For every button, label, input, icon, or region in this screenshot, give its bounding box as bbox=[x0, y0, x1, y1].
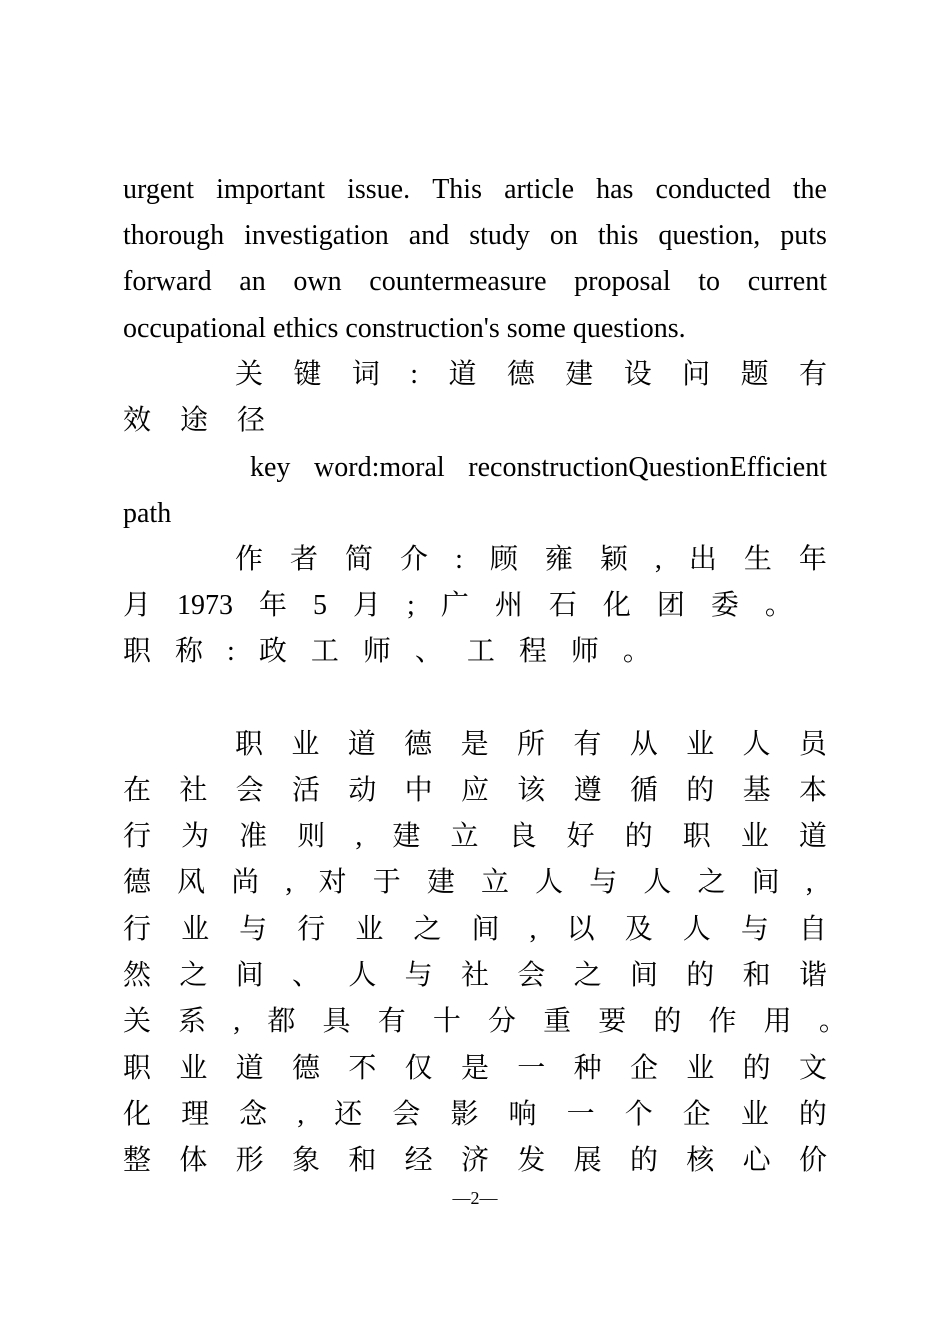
text-token: 仅 bbox=[404, 1053, 433, 1084]
text-token: , bbox=[654, 544, 662, 575]
text-token: 应 bbox=[460, 775, 489, 806]
text-token: 形 bbox=[235, 1145, 264, 1176]
text-token: 简 bbox=[345, 544, 374, 575]
text-token: 顾 bbox=[489, 544, 518, 575]
text-token: 中 bbox=[404, 775, 433, 806]
text-token: 建 bbox=[392, 821, 421, 852]
text-token: has bbox=[596, 174, 634, 205]
text-token: 的 bbox=[624, 821, 653, 852]
body-line-3 bbox=[123, 814, 827, 860]
text-token: 化 bbox=[123, 1099, 152, 1130]
text-token: 人 bbox=[742, 729, 771, 760]
text-token: 5 bbox=[313, 590, 328, 621]
body-line-8 bbox=[123, 1046, 827, 1092]
text-token: 会 bbox=[517, 960, 546, 991]
text-token: 济 bbox=[460, 1145, 489, 1176]
text-token: 程 bbox=[518, 636, 547, 667]
text-token: 理 bbox=[181, 1099, 210, 1130]
text-token: conducted bbox=[655, 174, 771, 205]
text-token: on bbox=[549, 220, 578, 251]
text-token: 基 bbox=[742, 775, 771, 806]
text-token: 行 bbox=[123, 914, 152, 945]
text-token: 影 bbox=[450, 1099, 479, 1130]
text-token: 广 bbox=[440, 590, 469, 621]
body-line-4 bbox=[123, 860, 813, 906]
text-token: 。 bbox=[622, 636, 651, 667]
text-token: 职 bbox=[123, 1053, 152, 1084]
text-token: 问 bbox=[682, 359, 711, 390]
text-token: 有 bbox=[798, 359, 827, 390]
author-line-1 bbox=[235, 537, 827, 583]
text-token: 是 bbox=[460, 1053, 489, 1084]
text-token: 风 bbox=[177, 867, 206, 898]
text-token: article bbox=[504, 174, 575, 205]
text-token: 关 bbox=[123, 1006, 152, 1037]
text-token: 业 bbox=[179, 1053, 208, 1084]
text-token: 的 bbox=[686, 775, 715, 806]
body-line-9 bbox=[123, 1092, 827, 1138]
text-token: 间 bbox=[751, 867, 780, 898]
text-token: 设 bbox=[623, 359, 652, 390]
text-token: 在 bbox=[123, 775, 152, 806]
text-token: 于 bbox=[372, 867, 401, 898]
text-token: 业 bbox=[355, 914, 384, 945]
text-token: 企 bbox=[629, 1053, 658, 1084]
text-token: 会 bbox=[392, 1099, 421, 1130]
text-token: 年 bbox=[798, 544, 827, 575]
text-token: 社 bbox=[179, 775, 208, 806]
text-token: countermeasure bbox=[369, 266, 547, 297]
text-token: 介 bbox=[400, 544, 429, 575]
text-token: 行 bbox=[297, 914, 326, 945]
text-token: 会 bbox=[235, 775, 264, 806]
text-token: 对 bbox=[318, 867, 347, 898]
text-token: 人 bbox=[643, 867, 672, 898]
text-token: 都 bbox=[267, 1006, 296, 1037]
keywords-en-line-2: path bbox=[123, 498, 172, 529]
text-token: 、 bbox=[291, 960, 320, 991]
text-token: 之 bbox=[179, 960, 208, 991]
text-token: 响 bbox=[508, 1099, 537, 1130]
text-token: 与 bbox=[589, 867, 618, 898]
abstract-en-line-3 bbox=[123, 259, 827, 305]
text-token: 之 bbox=[573, 960, 602, 991]
text-token: 有 bbox=[573, 729, 602, 760]
text-token: and bbox=[408, 220, 450, 251]
text-token: 发 bbox=[517, 1145, 546, 1176]
text-token: 活 bbox=[291, 775, 320, 806]
text-token: 称 bbox=[175, 636, 204, 667]
text-token: 作 bbox=[235, 544, 264, 575]
text-token: 的 bbox=[653, 1006, 682, 1037]
text-token: 、 bbox=[414, 636, 443, 667]
text-token: : bbox=[227, 636, 235, 667]
text-token: 德 bbox=[404, 729, 433, 760]
text-token: 师 bbox=[570, 636, 599, 667]
text-token: : bbox=[410, 359, 419, 390]
text-token: urgent bbox=[123, 174, 195, 205]
text-token: current bbox=[747, 266, 827, 297]
author-line-3 bbox=[123, 629, 651, 675]
text-token: 和 bbox=[742, 960, 771, 991]
body-line-5 bbox=[123, 907, 827, 953]
text-token: issue. bbox=[347, 174, 411, 205]
text-token: , bbox=[355, 821, 363, 852]
text-token: 不 bbox=[348, 1053, 377, 1084]
text-token: 则 bbox=[297, 821, 326, 852]
text-token: 用 bbox=[763, 1006, 792, 1037]
text-token: , bbox=[233, 1006, 241, 1037]
text-token: 良 bbox=[508, 821, 537, 852]
text-token: 工 bbox=[310, 636, 339, 667]
text-token: 的 bbox=[686, 960, 715, 991]
text-token: this bbox=[597, 220, 639, 251]
text-token: 经 bbox=[404, 1145, 433, 1176]
text-token: 月 bbox=[123, 590, 152, 621]
text-token: 间 bbox=[471, 914, 500, 945]
text-token: : bbox=[455, 544, 463, 575]
page-number: —2— bbox=[452, 1188, 498, 1208]
text-token: to bbox=[698, 266, 721, 297]
text-token: This bbox=[432, 174, 482, 205]
text-token: 尚 bbox=[231, 867, 260, 898]
keywords-en-line-1 bbox=[250, 445, 827, 491]
text-token: 从 bbox=[629, 729, 658, 760]
text-token: 1973 bbox=[177, 590, 234, 621]
text-token: 十 bbox=[432, 1006, 461, 1037]
text-token: 德 bbox=[291, 1053, 320, 1084]
body-line-7 bbox=[123, 999, 847, 1045]
abstract-en-line-2 bbox=[123, 213, 827, 259]
text-token: 道 bbox=[448, 359, 477, 390]
text-token: 行 bbox=[123, 821, 152, 852]
body-line-10 bbox=[123, 1138, 827, 1184]
text-token: word:moral bbox=[314, 452, 445, 483]
text-token: 系 bbox=[178, 1006, 207, 1037]
text-token: 业 bbox=[291, 729, 320, 760]
text-token: 道 bbox=[347, 729, 376, 760]
text-token: 展 bbox=[573, 1145, 602, 1176]
text-token: 立 bbox=[480, 867, 509, 898]
text-token: 团 bbox=[656, 590, 685, 621]
text-token: 体 bbox=[179, 1145, 208, 1176]
text-token: 种 bbox=[573, 1053, 602, 1084]
text-token: 有 bbox=[377, 1006, 406, 1037]
text-token: 人 bbox=[682, 914, 711, 945]
text-token: 企 bbox=[682, 1099, 711, 1130]
text-token: question, bbox=[658, 220, 761, 251]
text-token: 业 bbox=[686, 729, 715, 760]
text-token: , bbox=[297, 1099, 305, 1130]
text-token: 社 bbox=[460, 960, 489, 991]
text-token: 心 bbox=[742, 1145, 771, 1176]
text-token: 师 bbox=[362, 636, 391, 667]
text-token: study bbox=[469, 220, 530, 251]
text-token: 者 bbox=[290, 544, 319, 575]
text-token: 题 bbox=[740, 359, 769, 390]
text-token: 雍 bbox=[544, 544, 573, 575]
text-token: 道 bbox=[235, 1053, 264, 1084]
text-token: 与 bbox=[740, 914, 769, 945]
text-token: , bbox=[285, 867, 293, 898]
text-token: 文 bbox=[798, 1053, 827, 1084]
text-token: the bbox=[792, 174, 827, 205]
text-token: 道 bbox=[798, 821, 827, 852]
text-token: 然 bbox=[123, 960, 152, 991]
text-token: investigation bbox=[244, 220, 389, 251]
text-token: 键 bbox=[293, 359, 322, 390]
text-token: 业 bbox=[181, 914, 210, 945]
text-token: 间 bbox=[235, 960, 264, 991]
text-token: 委 bbox=[710, 590, 739, 621]
text-token: 及 bbox=[624, 914, 653, 945]
text-token: 一 bbox=[517, 1053, 546, 1084]
text-token: 德 bbox=[123, 867, 152, 898]
text-token: 业 bbox=[740, 1099, 769, 1130]
text-token: 径 bbox=[236, 405, 265, 436]
text-token: 作 bbox=[708, 1006, 737, 1037]
text-token: 具 bbox=[322, 1006, 351, 1037]
text-token: , bbox=[805, 867, 813, 898]
text-token: 化 bbox=[602, 590, 631, 621]
text-token: 准 bbox=[239, 821, 268, 852]
text-token: 该 bbox=[517, 775, 546, 806]
text-token: 个 bbox=[624, 1099, 653, 1130]
text-token: 所 bbox=[516, 729, 545, 760]
text-token: 的 bbox=[798, 1099, 827, 1130]
text-token: 谐 bbox=[798, 960, 827, 991]
text-token: 职 bbox=[682, 821, 711, 852]
body-line-2 bbox=[123, 768, 827, 814]
text-token: an bbox=[239, 266, 266, 297]
text-token: 业 bbox=[740, 821, 769, 852]
text-token: 重 bbox=[543, 1006, 572, 1037]
body-line-1 bbox=[235, 722, 827, 768]
text-token: 途 bbox=[179, 405, 208, 436]
text-token: 工 bbox=[466, 636, 495, 667]
text-token: 和 bbox=[348, 1145, 377, 1176]
text-token: 为 bbox=[181, 821, 210, 852]
text-token: 分 bbox=[487, 1006, 516, 1037]
text-token: 之 bbox=[413, 914, 442, 945]
text-token: 建 bbox=[565, 359, 594, 390]
text-token: 人 bbox=[348, 960, 377, 991]
text-token: thorough bbox=[123, 220, 225, 251]
text-token: 员 bbox=[798, 729, 827, 760]
text-token: 德 bbox=[506, 359, 535, 390]
text-token: 好 bbox=[566, 821, 595, 852]
text-token: 象 bbox=[291, 1145, 320, 1176]
text-token: 还 bbox=[334, 1099, 363, 1130]
text-token: 颖 bbox=[599, 544, 628, 575]
text-token: 州 bbox=[494, 590, 523, 621]
text-token: 是 bbox=[460, 729, 489, 760]
text-token: 年 bbox=[259, 590, 288, 621]
text-token: 与 bbox=[239, 914, 268, 945]
text-token: 出 bbox=[688, 544, 717, 575]
text-token: 一 bbox=[566, 1099, 595, 1130]
body-line-6 bbox=[123, 953, 827, 999]
text-token: 职 bbox=[123, 636, 152, 667]
keywords-cn-line-2 bbox=[123, 398, 265, 444]
text-token: 核 bbox=[686, 1145, 715, 1176]
text-token: 。 bbox=[764, 590, 793, 621]
text-token: 词 bbox=[351, 359, 380, 390]
text-token: ; bbox=[407, 590, 415, 621]
author-line-2 bbox=[123, 583, 793, 629]
text-token: own bbox=[293, 266, 342, 297]
text-token: 以 bbox=[566, 914, 595, 945]
text-token: puts bbox=[780, 220, 827, 251]
text-token: key bbox=[250, 452, 291, 483]
text-token: 人 bbox=[535, 867, 564, 898]
text-token: forward bbox=[123, 266, 212, 297]
text-token: 效 bbox=[123, 405, 152, 436]
text-token: 的 bbox=[629, 1145, 658, 1176]
text-token: 。 bbox=[818, 1006, 847, 1037]
text-token: 整 bbox=[123, 1145, 152, 1176]
text-token: 遵 bbox=[573, 775, 602, 806]
abstract-en-line-4: occupational ethics construction's some questions. bbox=[123, 313, 686, 344]
text-token: 政 bbox=[258, 636, 287, 667]
keywords-cn-line-1 bbox=[235, 352, 827, 398]
text-token: 业 bbox=[686, 1053, 715, 1084]
text-token: proposal bbox=[574, 266, 671, 297]
text-token: 要 bbox=[598, 1006, 627, 1037]
text-token: 石 bbox=[548, 590, 577, 621]
text-token: 关 bbox=[235, 359, 264, 390]
text-token: 建 bbox=[426, 867, 455, 898]
text-token: 生 bbox=[743, 544, 772, 575]
text-token: 的 bbox=[742, 1053, 771, 1084]
text-token: 之 bbox=[697, 867, 726, 898]
text-token: reconstructionQuestionEfficient bbox=[468, 452, 827, 483]
text-token: 月 bbox=[353, 590, 382, 621]
text-token: 念 bbox=[239, 1099, 268, 1130]
text-token: 价 bbox=[798, 1145, 827, 1176]
text-token: 间 bbox=[629, 960, 658, 991]
text-token: 立 bbox=[450, 821, 479, 852]
text-token: important bbox=[216, 174, 325, 205]
text-token: 循 bbox=[629, 775, 658, 806]
text-token: 与 bbox=[404, 960, 433, 991]
text-token: 本 bbox=[798, 775, 827, 806]
text-token: 动 bbox=[348, 775, 377, 806]
text-token: , bbox=[529, 914, 537, 945]
abstract-en-line-1 bbox=[123, 167, 827, 213]
text-token: 自 bbox=[798, 914, 827, 945]
text-token: 职 bbox=[235, 729, 264, 760]
